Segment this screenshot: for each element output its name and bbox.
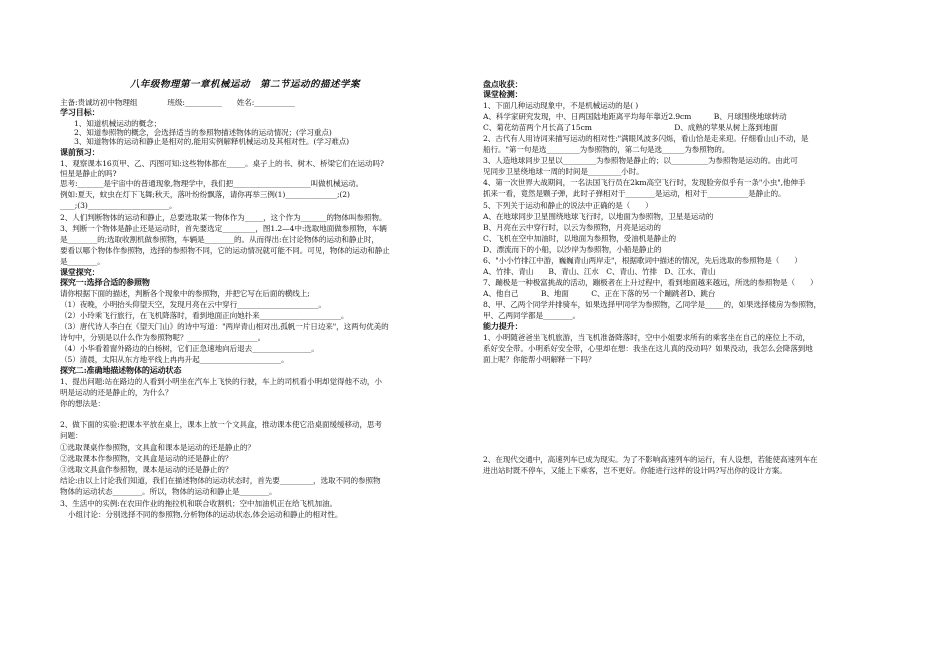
text-line: （1）夜晚，小明抬头仰望天空，发现月亮在云中穿行______________________。: [60, 300, 326, 309]
section-heading: 课前预习：: [60, 147, 100, 157]
text-line: 2、人们判断物体的运动和静止，总要选取某一物体作为_____，这个作为_______的物体叫参照物。: [60, 213, 387, 222]
text-line: 4、第一次世界大战期间，一名法国飞行员在2km高空飞行时，发现脸旁似乎有一条"小虫",他伸手: [483, 178, 806, 187]
text-line: 甲、乙两同学都是________。: [483, 311, 581, 320]
text-line: A、在地球同步卫星围绕地球飞行时，以地面为参照物，卫星是运动的: [483, 212, 714, 221]
text-line: 5、下列关于运动和静止的说法中正确的是（ ）: [483, 201, 653, 210]
text-line: （2）小玲乘飞行旅行，在飞机降落时，看到地面正向她扑来______________________。: [60, 311, 349, 320]
text-line: ①选取课桌作参照物，文具盒和课本是运动的还是静止的？: [60, 443, 255, 452]
text-line: 1、知道机械运动的概念；: [74, 119, 162, 128]
text-line: A、竹排、青山 B、青山、江水 C、青山、竹排 D、江水、青山: [483, 267, 716, 276]
section-heading: 课堂探究：: [60, 267, 100, 277]
text-line: ③选取文具盒作参照物，课本是运动的还是静止的？: [60, 465, 233, 474]
text-line: 3、生活中的实例:在农田作业的拖拉机和联合收割机；空中加油机正在给飞机加油。: [60, 499, 337, 508]
text-line: 2、做下面的实验:把课本平放在桌上，课本上放一个文具盒，推动课本使它沿桌面缓缓移动，思考: [60, 420, 382, 429]
text-line: C、菊花幼苗两个月长高了15cm D、成熟的苹果从树上落到地面: [483, 123, 778, 132]
text-line: 见同步卫星绕地球一周的时间是_________小时。: [483, 167, 644, 176]
text-line: 请你根据下面的描述，判断各个现象中的参照物，并把它写在后面的横线上;: [60, 289, 310, 298]
text-line: 2、知道参照物的概念，会选择适当的参照物描述物体的运动情况；(学习重点): [74, 128, 332, 137]
text-line: 例如:夏天，蚊虫在灯下飞舞;秋天，落叶纷纷飘落，请你再举三例(1)______________;(2): [60, 190, 350, 199]
text-line: 系好安全带。小明系好安全带，心里却在想：我坐在这儿真的没动吗？如果没动，我怎么会降落到地: [483, 344, 813, 353]
text-line: 问题：: [60, 431, 83, 440]
text-line: 1、提出问题:站在路边的人看到小明坐在汽车上飞快的行驶，车上的司机看小明却觉得他不动，小: [60, 377, 382, 386]
text-line: 2、古代有人用诗词来描写运动的相对性:"满眼风波多闪烁，看山恰是走来迎。仔细看山山不动，是: [483, 134, 809, 143]
subsection-heading: 探究一:选择合适的参照物: [60, 277, 150, 287]
text-line: 3、判断一个物体是静止还是运动时，首先要选定_________，图1.2—4中:选取地面做参照物，车辆: [60, 224, 387, 233]
text-line: 是________。: [60, 257, 105, 266]
text-line: 主备:贵诚坊初中物理组 班级:__________ 姓名:___________: [60, 98, 295, 107]
text-line: 3、人造地球同步卫星以_________为参照物是静止的；以__________为参照物是运动的。由此可: [483, 156, 798, 165]
text-line: C、飞机在空中加油时，以地面为参照物，受油机是静止的: [483, 234, 677, 243]
text-line: ②选取课本作参照物，文具盒是运动的还是静止的？: [60, 454, 233, 463]
text-line: A、他自己 B、地面 C、正在下落的另一个蹦跳者D、跳台: [483, 289, 716, 298]
text-line: 明是运动的还是静止的，为什么？: [60, 388, 173, 397]
text-line: 面上呢？你能帮小明解释一下吗？: [483, 355, 596, 364]
text-line: 船行。"第一句是选_________为参照物的，第二句是选______为参照物的。: [483, 145, 730, 154]
text-line: （5）清晨，太阳从东方地平线上冉冉升起______________________。: [60, 355, 289, 364]
page-title: 八年级物理第一章机械运动 第二节运动的描述学案: [130, 79, 361, 90]
section-heading: 盘点收获：: [483, 79, 523, 89]
text-line: 1、观察课本16页甲、乙、丙图可知:这些物体都在_____。桌子上的书、树木、桥梁它们在运动吗?: [60, 159, 384, 168]
text-line: 要看以哪个物体作参照物，选择的参照物不同，它的运动情况就可能不同。可见，物体的运动和静止: [60, 246, 390, 255]
text-line: ____;(3)______________________。: [60, 201, 177, 210]
text-line: 诗句中，分别是以什么作为参照物呢？___________________。: [60, 333, 266, 342]
text-line: 2、在现代交通中，高速列车已成为现实。为了不影响高速列车的运行，有人设想，若能使高速列车在: [483, 455, 818, 464]
text-line: B、月亮在云中穿行时，以云为参照物，月亮是运动的: [483, 223, 661, 232]
text-line: 7、蹦极是一种极富挑战的活动，蹦极者在上升过程中，看到地面越来越远，所选的参照物是（ ）: [483, 278, 818, 287]
text-line: 进出站时既不停车，又能上下乘客，岂不更好。你能进行这样的设计吗?写出你的设计方案。: [483, 466, 787, 475]
subsection-heading: 探究二:准确地描述物体的运动状态: [60, 365, 182, 375]
text-line: 物体的运动状态________。所以，物体的运动和静止是________。: [60, 487, 277, 496]
text-line: 1、小明随爸爸坐飞机旅游，当飞机准备降落时，空中小姐要求所有的乘客坐在自己的座位上不动，: [483, 333, 810, 342]
text-line: 思考:_______是宇宙中的普通现象,物理学中，我们把_____________________叫做机械运动。: [60, 179, 364, 188]
text-line: 3、知道物体的运动和静止是相对的,能用实例解释机械运动及其相对性。(学习难点): [74, 137, 350, 146]
text-line: 抓来一看，竟然是颗子弹，此时子弹相对于________是运动，相对于___________是静止的。: [483, 189, 786, 198]
text-line: 8、甲、乙两个同学并排骑车，如果选择甲同学为参照物，乙同学是_____的，如果选择楼房为参照物，: [483, 300, 821, 309]
text-line: 1、下面几种运动现象中，不是机械运动的是( ): [483, 101, 639, 110]
text-line: 你的想法是：: [60, 399, 105, 408]
text-line: 6、"小小竹排江中游，巍巍青山两岸走"，根据歌词中描述的情况，先后选取的参照物是（ ）: [483, 256, 802, 265]
text-line: 小组讨论：分别选择不同的参照物,分析物体的运动状态,体会运动和静止的相对性。: [68, 510, 343, 519]
text-line: （3）唐代诗人李白在《望天门山》的诗中写道："两岸青山相对出,孤帆一片日边来"，这两句优美的: [60, 322, 389, 331]
section-heading: 课堂检测：: [483, 89, 523, 99]
text-line: A、科学家研究发现，中、日两国陆地距离平均每年靠近2.9cm B、月球围绕地球转动: [483, 112, 787, 121]
text-line: 结论:由以上讨论我们知道，我们在描述物体的运动状态时，首先要_________，选取不同的参照物: [60, 476, 381, 485]
text-line: （4）小华看着窗外路边的白杨树，它们正急速地向后退去________________。: [60, 344, 319, 353]
text-line: D、漂流而下的小船，以沙岸为参照物，小船是静止的: [483, 245, 662, 254]
section-heading: 学习目标：: [60, 107, 100, 117]
text-line: 是________的;选取收割机做参照物，车辆是________的。从而得出:在讨论物体的运动和静止时，: [60, 235, 379, 244]
section-heading: 能力提升：: [483, 321, 523, 331]
text-line: 恒星是静止的吗?: [60, 169, 117, 178]
